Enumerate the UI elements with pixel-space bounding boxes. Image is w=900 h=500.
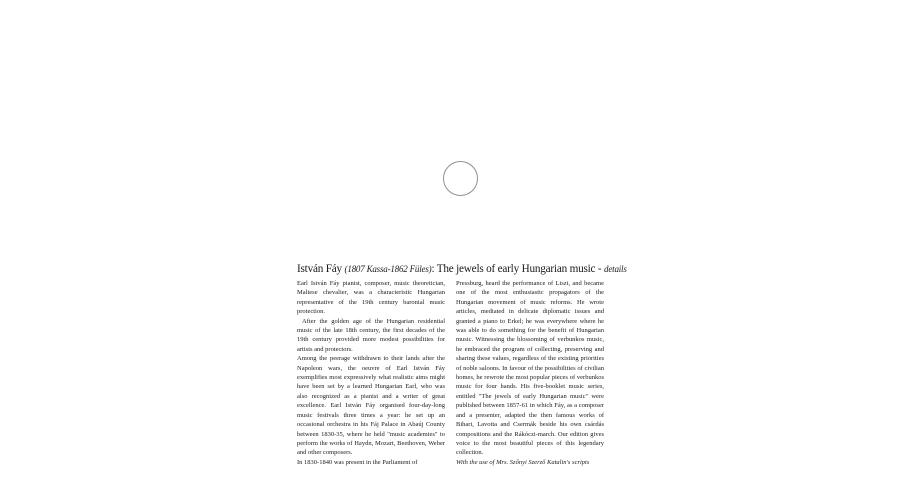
title-dates: (1807 Kassa-1862 Füles) <box>344 264 432 274</box>
paragraph: Among the peerage withdrawn to their lands after the Napoleon wars, the oeuvre of Earl István Fáy exemplifies most expressively what realistic aims might have been set by a learned Hungarian Earl, who was also recognized as a pianist and a writer of great excellence. Earl István Fáy organised four-day-long music festivals three times a year: he set up an occasional orchestra in his Fáj Palace in Abaúj County between 1830-35, where he held "music academies" to perform the works of Haydn, Mozart, Beethoven, Weber and other composers. <box>297 355 445 457</box>
article <box>297 262 627 467</box>
paragraph: After the golden age of the Hungarian residential music of the late 18th century, the first decades of the 19th century provided more modest possibilities for artists and protectors. <box>297 317 445 353</box>
paragraph: Pressburg, heard the performance of Liszt, and became one of the most enthusiastic propagators of the Hungarian movement of music reforms. He wrote articles, mediated in delicate diplomatic issues and granted a piano to Erkel; he was everywhere where he was able to do something for the benefit of Hungarian music. Witnessing the blossoming of verbunkos music, he embraced the program of collecting, preserving and sharing these values, regardless of the existing priorities of noble saloons. In favour of the possibilities of civilian homes, he rewrote the most popular pieces of verbunkos music for four hands. His five-booklet music series, entitled "The jewels of early Hungarian music" were published between 1857-61 in which Fáy, as a composer and a presenter, adapted the then famous works of Bihari, Lavotta and Csermák beside his own csárdás compositions and the Rákóczi-march. Our edition gives voice to the most beautiful pieces of this legendary collection. <box>456 280 604 457</box>
title-main: : The jewels of early Hungarian music - <box>431 263 605 275</box>
left-column <box>297 279 445 467</box>
loading-spinner-icon <box>443 161 478 196</box>
title-details: details <box>604 264 627 274</box>
signature: With the use of Mrs. Szőnyi Szerző Katalin's scripts <box>456 458 590 466</box>
article-body <box>297 279 604 467</box>
title-name: István Fáy <box>297 263 342 275</box>
paragraph: In 1830-1840 was present in the Parliament of <box>297 458 418 466</box>
paragraph: Earl István Fáy pianist, composer, music theoretician, Maltese chevalier, was a characteristic Hungarian representative of the 19th century baronial music protection. <box>297 280 445 316</box>
right-column <box>456 279 604 467</box>
article-title <box>297 262 627 276</box>
